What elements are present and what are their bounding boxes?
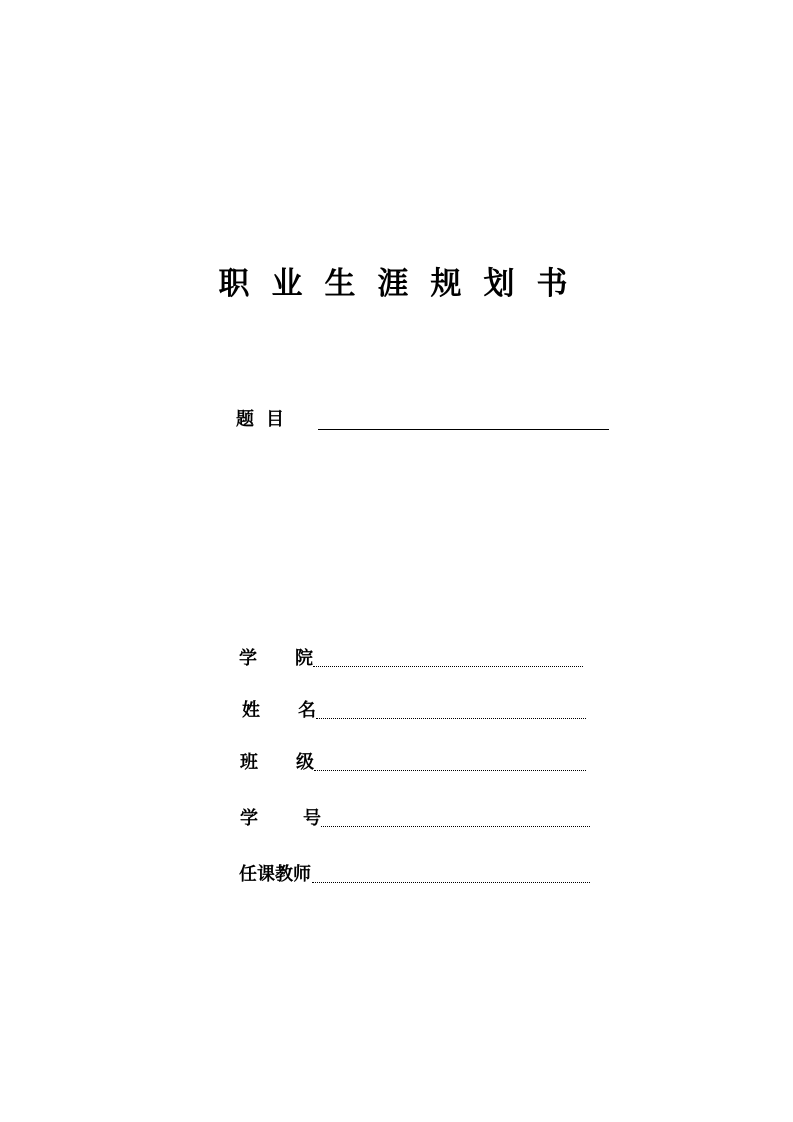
student-id-field-line[interactable] (321, 826, 590, 827)
college-label-part-2: 院 (295, 648, 313, 669)
topic-label: 题目 (236, 409, 296, 430)
name-label-part-2: 名 (298, 700, 316, 721)
class-label-part-1: 班 (240, 752, 258, 773)
college-label-part-1: 学 (239, 648, 257, 669)
class-label-part-2: 级 (296, 752, 314, 773)
instructor-label: 任课教师 (239, 864, 311, 885)
student-id-label-part-1: 学 (240, 808, 258, 829)
topic-field-line[interactable] (318, 429, 609, 430)
class-field-line[interactable] (314, 770, 586, 771)
name-field-line[interactable] (316, 718, 586, 719)
page-title: 职业生涯规划书 (218, 266, 590, 302)
college-field-line[interactable] (313, 666, 583, 667)
instructor-field-line[interactable] (312, 882, 590, 883)
student-id-label-part-2: 号 (303, 808, 321, 829)
name-label-part-1: 姓 (242, 700, 260, 721)
